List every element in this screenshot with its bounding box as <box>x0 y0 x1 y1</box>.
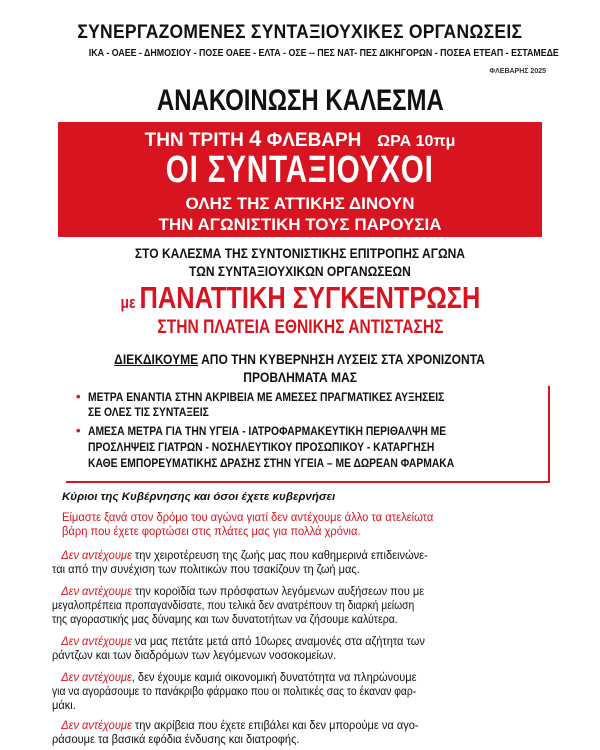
rally-heading: με ΠΑΝΑΤΤΙΚΗ ΣΥΓΚΕΝΤΡΩΣΗ <box>120 280 480 315</box>
banner-line-3: ΟΛΗΣ ΤΗΣ ΑΤΤΙΚΗΣ ΔΙΝΟΥΝ <box>185 194 415 213</box>
org-title: ΣΥΝΕΡΓΑΖΟΜΕΝΕΣ ΣΥΝΤΑΞΙΟΥΧΙΚΕΣ ΟΡΓΑΝΩΣΕΙΣ <box>77 22 523 43</box>
demand-2-line-1: ΑΜΕΣΑ ΜΕΤΡΑ ΓΙΑ ΤΗΝ ΥΓΕΙΑ - ΙΑΤΡΟΦΑΡΜΑΚΕΥΤΙΚΗ ΠΕΡΙΘΑΛΨΗ ΜΕ <box>88 424 447 438</box>
demand-2-line-3: ΚΑΘΕ ΕΜΠΟΡΕΥΜΑΤΙΚΗΣ ΔΡΑΣΗΣ ΣΤΗΝ ΥΓΕΙΑ – ΜΕ ΔΩΡΕΑΝ ΦΑΡΜΑΚΑ <box>88 456 455 470</box>
banner-line-4: ΤΗΝ ΑΓΩΝΙΣΤΙΚΗ ΤΟΥΣ ΠΑΡΟΥΣΙΑ <box>158 215 442 234</box>
paragraph-4: Δεν αντέχουμε να μας πετάτε μετά από 10ωρες αναμονές στα αζήτητα των ράντζων και των διαδρόμων των λεγόμενων νοσοκομείων. <box>52 634 425 662</box>
salutation: Κύριοι της Κυβέρνησης και όσοι έχετε κυβερνήσει <box>62 491 336 503</box>
date: ΦΛΕΒΑΡΗΣ 2025 <box>489 68 546 75</box>
bullet: • <box>76 423 81 438</box>
call-line-1: ΣΤΟ ΚΑΛΕΣΜΑ ΤΗΣ ΣΥΝΤΟΝΙΣΤΙΚΗΣ ΕΠΙΤΡΟΠΗΣ ΑΓΩΝΑ <box>134 245 466 261</box>
red-banner <box>58 122 542 237</box>
paragraph-5: Δεν αντέχουμε, δεν έχουμε καμιά οικονομική δυνατότητα να πληρώνουμε για να αγοράσουμε το πανάκριβο φάρμακο που οι πολιτικές σας το έκαναν φαρ- μάκι. <box>52 670 417 712</box>
demands-box <box>66 386 550 483</box>
demand-2-line-2: ΠΡΟΣΛΗΨΕΙΣ ΓΙΑΤΡΩΝ - ΝΟΣΗΛΕΥΤΙΚΟΥ ΠΡΟΣΩΠΙΚΟΥ - ΚΑΤΑΡΓΗΣΗ <box>88 440 435 454</box>
demand-line-1: ΔΙΕΚΔΙΚΟΥΜΕ ΑΠΟ ΤΗΝ ΚΥΒΕΡΝΗΣΗ ΛΥΣΕΙΣ ΣΤΑ ΧΡΟΝΙΖΟΝΤΑ <box>114 351 486 367</box>
event-date-line: ΤΗΝ ΤΡΙΤΗ 4 ΦΛΕΒΑΡΗ ΩΡΑ 10πμ <box>144 126 456 151</box>
paragraph-3: Δεν αντέχουμε την κοροϊδία των πρόσφατων λεγόμενων αυξήσεων που με μεγαλοπρέπεια προπαγανδίσατε, που τελικά δεν ανατρέπουν τη διαρκή μείωση της αγοραστικής μας δύναμης και των δυνατοτήτων να ζήσουμε καλύτερα. <box>52 584 425 626</box>
bullet: • <box>76 389 81 404</box>
paragraph-1: Είμαστε ξανά στον δρόμο του αγώνα γιατί δεν αντέχουμε άλλο τα ατελείωτα βάρη που έχετε φορτώσει στις πλάτες μας για πολλά χρόνια. <box>62 510 434 538</box>
demand-1-line-1: ΜΕΤΡΑ ΕΝΑΝΤΙΑ ΣΤΗΝ ΑΚΡΙΒΕΙΑ ΜΕ ΑΜΕΣΕΣ ΠΡΑΓΜΑΤΙΚΕΣ ΑΥΞΗΣΕΙΣ <box>88 390 445 404</box>
demand-line-2: ΠΡΟΒΛΗΜΑΤΑ ΜΑΣ <box>243 369 357 385</box>
call-line-2: ΤΩΝ ΣΥΝΤΑΞΙΟΥΧΙΚΩΝ ΟΡΓΑΝΩΣΕΩΝ <box>189 263 411 279</box>
demand-1-line-2: ΣΕ ΟΛΕΣ ΤΙΣ ΣΥΝΤΑΞΕΙΣ <box>88 405 209 419</box>
pensioners-heading: ΟΙ ΣΥΝΤΑΞΙΟΥΧΟΙ <box>166 149 434 191</box>
flyer-page <box>44 0 559 750</box>
paragraph-2: Δεν αντέχουμε την χειροτέρευση της ζωής μας που καθημερινά επιδεινώνε- ται από την συνέχιση των πολιτικών που τσακίζουν τη ζωή μας. <box>52 548 428 576</box>
paragraph-6: Δεν αντέχουμε την ακρίβεια που έχετε επιβάλει και δεν μπορούμε να αγο- ράσουμε τα βασικά εφόδια ένδυσης και διατροφής. <box>52 718 419 746</box>
announcement-heading: ΑΝΑΚΟΙΝΩΣΗ ΚΑΛΕΣΜΑ <box>156 84 444 117</box>
rally-location: ΣΤΗΝ ΠΛΑΤΕΙΑ ΕΘΝΙΚΗΣ ΑΝΤΙΣΤΑΣΗΣ <box>156 317 444 338</box>
org-list: ΙΚΑ - ΟΑΕΕ - ΔΗΜΟΣΙΟΥ - ΠΟΣΕ ΟΑΕΕ - ΕΛΤΑ - ΟΣΕ -- ΠΕΣ ΝΑΤ- ΠΕΣ ΔΙΚΗΓΟΡΩΝ - ΠΟΣΕΑ ΕΤΕΑΠ - ΕΣΤΑΜΕΔΕ <box>88 47 559 59</box>
